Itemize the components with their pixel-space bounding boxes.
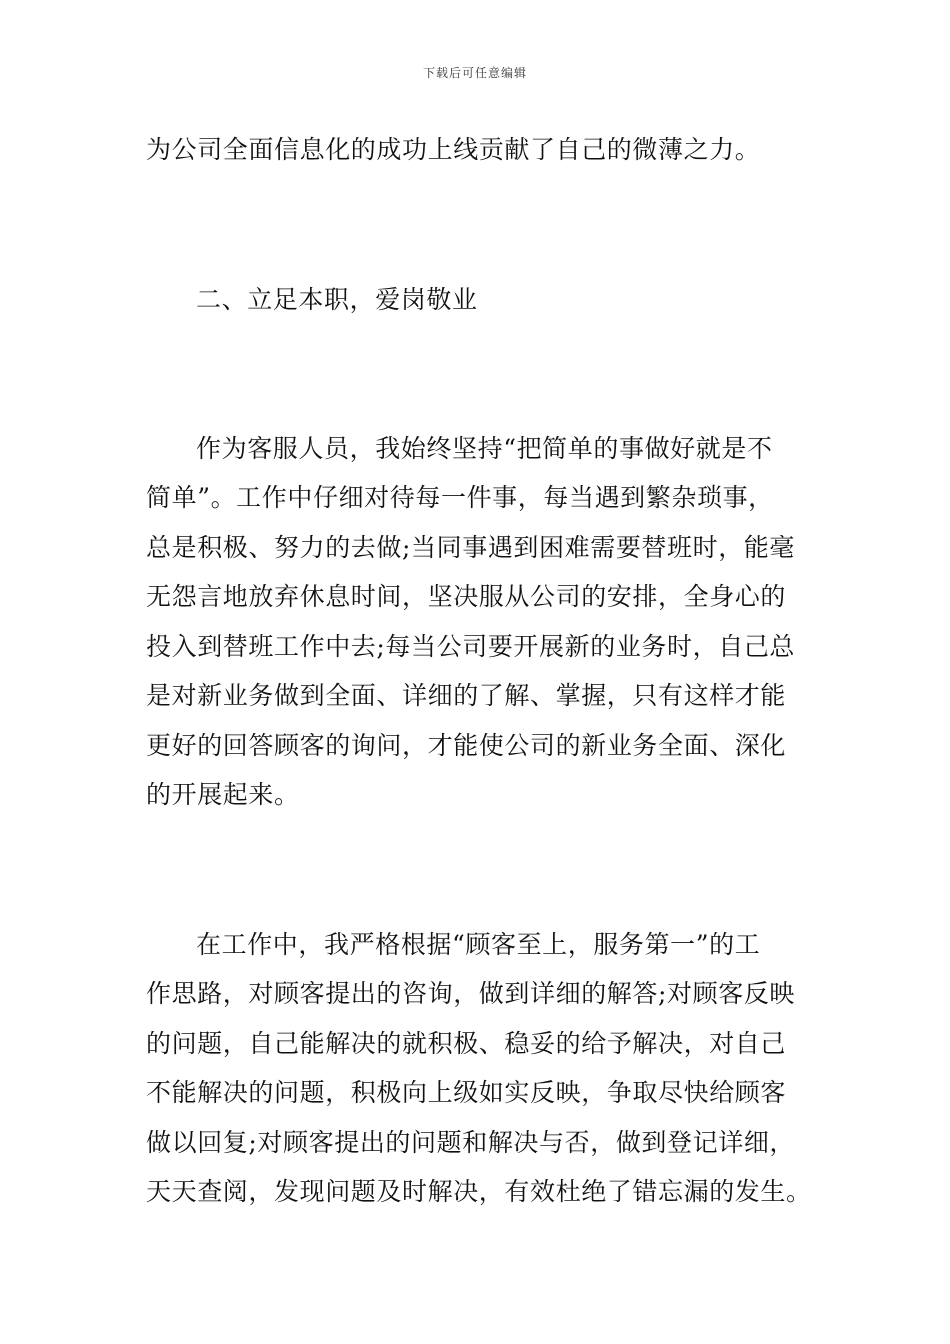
paragraph-line: 总是积极、努力的去做;当同事遇到困难需要替班时，能毫 (146, 533, 796, 562)
paragraph-line: 不能解决的问题，积极向上级如实反映，争取尽快给顾客 (146, 1078, 787, 1107)
paragraph-line: 是对新业务做到全面、详细的了解、掌握，只有这样才能 (146, 681, 787, 710)
paragraph-line: 的开展起来。 (146, 780, 300, 809)
paragraph-line: 作为客服人员，我始终坚持“把简单的事做好就是不 (196, 434, 773, 463)
paragraph-line: 简单”。工作中仔细对待每一件事，每当遇到繁杂琐事， (146, 483, 774, 512)
paragraph-line: 的问题，自己能解决的就积极、稳妥的给予解决，对自己 (146, 1029, 787, 1058)
paragraph-line: 投入到替班工作中去;每当公司要开展新的业务时，自己总 (146, 632, 796, 661)
header-note: 下载后可任意编辑 (422, 66, 527, 80)
paragraph-line: 更好的回答顾客的询问，才能使公司的新业务全面、深化 (146, 731, 787, 760)
paragraph-line: 在工作中，我严格根据“顾客至上，服务第一”的工 (196, 930, 761, 959)
section-heading: 二、立足本职，爱岗敬业 (196, 285, 478, 314)
paragraph-line: 为公司全面信息化的成功上线贡献了自己的微薄之力。 (146, 135, 761, 164)
paragraph-line: 无怨言地放弃休息时间，坚决服从公司的安排，全身心的 (146, 582, 787, 611)
paragraph-line: 做以回复;对顾客提出的问题和解决与否，做到登记详细， (146, 1128, 796, 1157)
paragraph-line: 天天查阅，发现问题及时解决，有效杜绝了错忘漏的发生。 (146, 1177, 812, 1206)
paragraph-line: 作思路，对顾客提出的咨询，做到详细的解答;对顾客反映 (146, 979, 796, 1008)
